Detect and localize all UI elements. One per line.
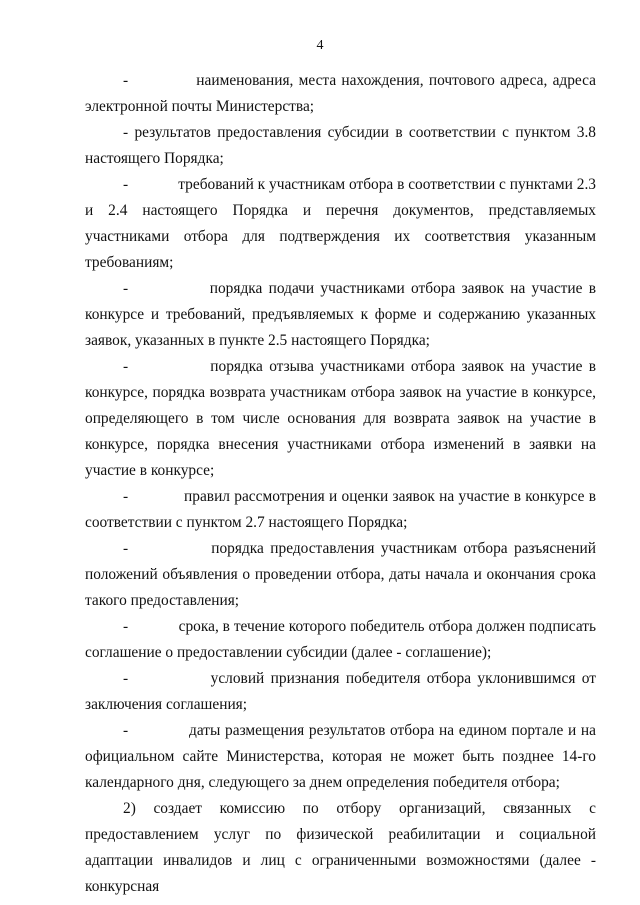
list-item-withdrawal-procedure: - порядка отзыва участниками отбора заявок на участие в конкурсе, порядка возврата участникам отбора заявок на участие в конкурсе, определяющего в том числе основания для возврата заявок на участие в конкурсе, порядка внесения участниками отбора изменений в заявки на участие в конкурсе; [85,358,596,479]
list-item-clarification-procedure: - порядка предоставления участникам отбора разъяснений положений объявления о проведении отбора, даты начала и окончания срока такого предоставления; [85,540,596,609]
list-item-evasion-conditions: - условий признания победителя отбора уклонившимся от заключения соглашения; [85,670,596,713]
list-item-results-publication: - даты размещения результатов отбора на едином портале и на официальном сайте Министерства, которая не может быть позднее 14-го календарного дня, следующего за днем определения победителя отбора; [85,722,596,791]
list-item-subsidy-results: - результатов предоставления субсидии в соответствии с пунктом 3.8 настоящего Порядка; [85,124,596,167]
list-item-application-procedure: - порядка подачи участниками отбора заявок на участие в конкурсе и требований, предъявляемых к форме и содержанию указанных заявок, указанных в пункте 2.5 настоящего Порядка; [85,280,596,349]
list-item-participant-requirements: - требований к участникам отбора в соответствии с пунктами 2.3 и 2.4 настоящего Порядка и перечня документов, представляемых участниками отбора для подтверждения их соответствия указанным требованиям; [85,176,596,271]
list-item-evaluation-rules: - правил рассмотрения и оценки заявок на участие в конкурсе в соответствии с пунктом 2.7 настоящего Порядка; [85,488,596,531]
list-item-name-address: - наименования, места нахождения, почтового адреса, адреса электронной почты Министерства; [85,72,596,115]
page-number: 4 [316,38,324,53]
numbered-item-commission: 2) создает комиссию по отбору организаций, связанных с предоставлением услуг по физической реабилитации и социальной адаптации инвалидов и лиц с ограниченными возможностями (далее - конкурсная [85,800,596,895]
list-item-signing-deadline: - срока, в течение которого победитель отбора должен подписать соглашение о предоставлении субсидии (далее - соглашение); [85,618,596,661]
document-body [85,68,596,900]
